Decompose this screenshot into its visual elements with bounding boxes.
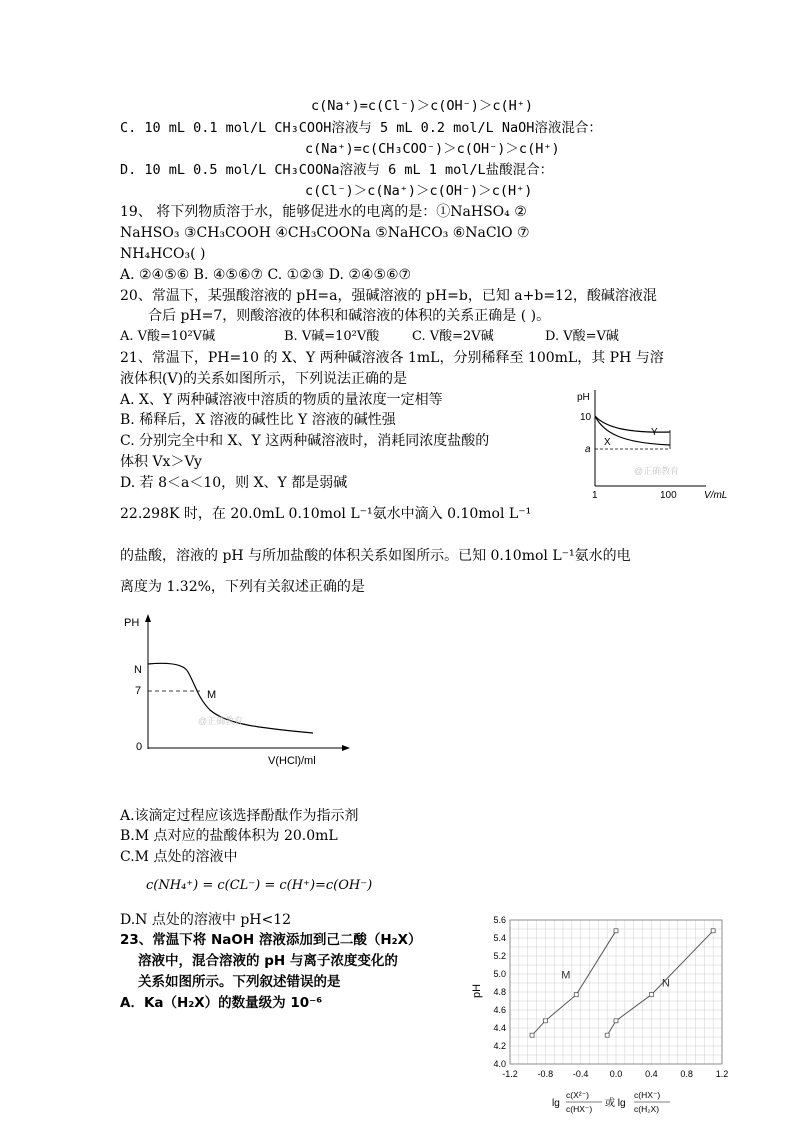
q20-stem-2: 合后 pH=7，则酸溶液的体积和碱溶液的体积的关系正确是 ( )。 (148, 308, 551, 324)
q23-option-a: A．Ka（H₂X）的数量级为 10⁻⁶ (120, 995, 323, 1011)
q19-options: A. ②④⑤⑥ B. ④⑤⑥⑦ C. ①②③ D. ②④⑤⑥⑦ (120, 267, 412, 283)
q21-stem: 21、常温下，PH=10 的 X、Y 两种碱溶液各 1mL，分别稀释至 100mL，其 PH 与溶 (120, 350, 664, 366)
q23-stem-3: 关系如图所示。下列叙述错误的是 (138, 974, 341, 990)
q21-option-c-2: 体积 Vx＞Vy (120, 454, 202, 470)
q22-figure (118, 612, 368, 772)
q21-option-d: D. 若 8＜a＜10，则 X、Y 都是弱碱 (120, 475, 348, 491)
q23-point-m (614, 929, 618, 933)
q20-option-b: B. V碱=10²V酸 (284, 329, 380, 344)
q23-point-n (605, 1033, 609, 1037)
q20-option-c: C. V酸=2V碱 (412, 329, 494, 344)
q22-option-d: D.N 点处的溶液中 pH<12 (120, 912, 292, 928)
q21-watermark: @正确教育 (634, 466, 680, 476)
q23-y-tick-label: 5.2 (493, 951, 506, 961)
q22-label-n: N (134, 664, 142, 676)
q23-x-tick-label: 0.4 (645, 1069, 658, 1079)
q22-option-a: A.该滴定过程应该选择酚酞作为指示剂 (120, 808, 359, 824)
q21-y-tick-10: 10 (580, 412, 592, 423)
q23-y-tick-label: 5.6 (493, 915, 506, 925)
q22-label-0: 0 (136, 741, 143, 753)
q23-series-label-n: N (661, 977, 670, 990)
line-0: c(Na⁺)=c(Cl⁻)＞c(OH⁻)＞c(H⁺) (311, 98, 534, 114)
q22-option-b: B.M 点对应的盐酸体积为 20.0mL (120, 828, 338, 844)
line-2: c(Na⁺)=c(CH₃COO⁻)＞c(OH⁻)＞c(H⁺) (305, 141, 560, 157)
q23-x-tick-label: -0.4 (572, 1069, 589, 1079)
q22-stem-3: 离度为 1.32%，下列有关叙述正确的是 (120, 579, 365, 595)
q19-stem: 19、 将下列物质溶于水，能够促进水的电离的是：①NaHSO₄ ② (120, 204, 527, 220)
q23-point-m (574, 993, 578, 997)
q19-items-2: NH₄HCO₃( ) (120, 246, 206, 262)
q22-stem-2: 的盐酸，溶液的 pH 与所加盐酸的体积关系如图所示。已知 0.10mol L⁻¹氨水的电 (120, 548, 631, 564)
q23-y-label: pH (471, 983, 483, 998)
q23-y-tick-label: 4.0 (493, 1059, 506, 1069)
q23-xlabel-num: c(X²⁻) (566, 1090, 589, 1100)
q23-x-tick-label: -1.2 (502, 1069, 518, 1079)
option-d-line: D. 10 mL 0.5 mol/L CH₃COONa溶液与 6 mL 1 mol/L盐酸混合： (120, 162, 554, 178)
q23-xlabel-lg: lg (552, 1098, 560, 1109)
q22-stem: 22.298K 时，在 20.0mL 0.10mol L⁻¹氨水中滴入 0.10mol L⁻¹ (120, 506, 532, 522)
q23-point-n (649, 993, 653, 997)
q22-watermark: @正确教育 (198, 716, 244, 726)
q23-y-tick-label: 4.4 (493, 1023, 506, 1033)
q22-y-label: PH (124, 617, 140, 629)
q23-xlabel-den-2: c(H₂X) (634, 1104, 660, 1114)
q21-x-tick-1: 1 (592, 490, 598, 501)
q23-y-tick-label: 4.8 (493, 987, 506, 997)
q23-point-n (711, 929, 715, 933)
q20-option-d: D. V酸=V碱 (545, 329, 619, 344)
q23-x-tick-label: 0.0 (609, 1069, 623, 1079)
q23-xlabel-or: 或 lg (605, 1098, 626, 1109)
q23-stem: 23、常温下将 NaOH 溶液添加到己二酸（H₂X） (120, 932, 422, 948)
q23-series-label-m: M (561, 969, 571, 982)
line-4: c(Cl⁻)＞c(Na⁺)＞c(OH⁻)＞c(H⁺) (305, 183, 533, 199)
q21-label-y: Y (651, 427, 658, 438)
q23-y-tick-label: 5.0 (493, 969, 506, 979)
q23-xlabel-num-2: c(HX⁻) (634, 1090, 661, 1100)
q21-x-tick-100: 100 (660, 490, 677, 501)
q21-option-c: C. 分别完全中和 X、Y 这两种碱溶液时，消耗同浓度盐酸的 (120, 433, 490, 449)
q22-option-c: C.M 点处的溶液中 (120, 849, 238, 865)
q23-xlabel-den: c(HX⁻) (566, 1104, 593, 1114)
q23-y-tick-label: 4.2 (493, 1041, 506, 1051)
q20-option-a: A. V酸=10²V碱 (120, 329, 216, 344)
q23-stem-2: 溶液中，混合溶液的 pH 与离子浓度变化的 (138, 953, 398, 969)
q21-x-label: V/mL (704, 490, 728, 501)
q22-x-label: V(HCl)/ml (268, 755, 316, 767)
q21-option-a: A. X、Y 两种碱溶液中溶质的物质的量浓度一定相等 (120, 392, 443, 408)
q23-y-tick-label: 4.6 (493, 1005, 506, 1015)
q21-figure (574, 388, 744, 506)
q23-point-m (530, 1033, 534, 1037)
q23-x-tick-label: -0.8 (537, 1069, 554, 1079)
q19-items: NaHSO₃ ③CH₃COOH ④CH₃COONa ⑤NaHCO₃ ⑥NaClO ⑦ (120, 225, 530, 241)
q22-equation: c(NH₄⁺) = c(CL⁻) = c(H⁺)=c(OH⁻) (146, 878, 373, 893)
q21-stem-2: 液体积(V)的关系如图所示，下列说法正确的是 (120, 371, 408, 387)
option-c-line: C. 10 mL 0.1 mol/L CH₃COOH溶液与 5 mL 0.2 mol/L NaOH溶液混合： (120, 120, 602, 136)
q21-y-label: pH (577, 392, 590, 403)
q22-label-m: M (207, 689, 217, 701)
q23-point-n (614, 1019, 618, 1023)
q23-x-tick-label: 0.8 (680, 1069, 693, 1079)
q22-label-7: 7 (135, 685, 142, 697)
q21-y-tick-a: a (585, 444, 591, 455)
q23-point-m (543, 1019, 547, 1023)
q23-figure (464, 910, 744, 1120)
q21-option-b: B. 稀释后，X 溶液的碱性比 Y 溶液的碱性强 (120, 412, 396, 428)
q20-stem: 20、常温下，某强酸溶液的 pH=a，强碱溶液的 pH=b，已知 a+b=12，酸碱溶液混 (120, 288, 657, 304)
q23-x-tick-label: 1.2 (715, 1069, 729, 1079)
q23-y-tick-label: 5.4 (493, 933, 506, 943)
q21-label-x: X (604, 437, 611, 448)
